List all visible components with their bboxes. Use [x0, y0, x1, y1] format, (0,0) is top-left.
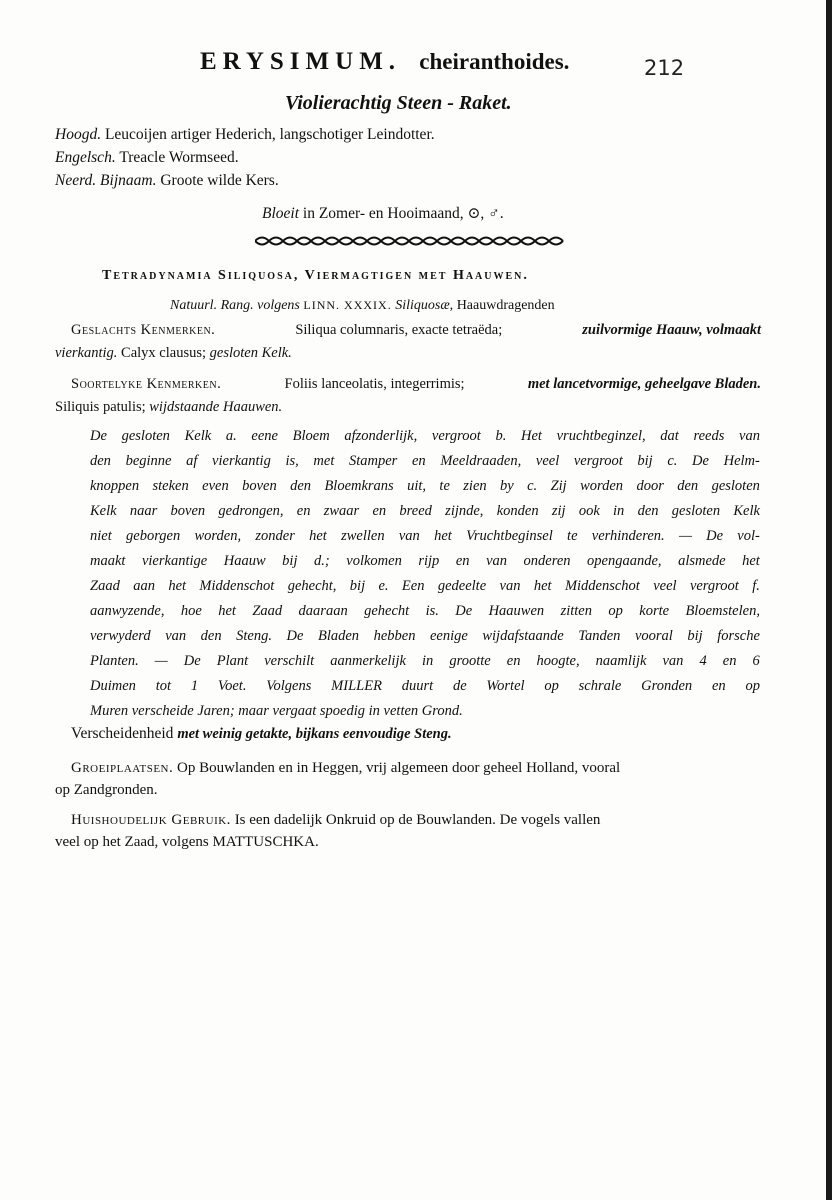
word: aanwyzende,: [90, 603, 165, 619]
use-text: Is een dadelijk Onkruid op de Bouwlanden. De vogels vallen: [234, 812, 601, 828]
word: door: [636, 478, 664, 494]
word: rijp: [418, 553, 440, 569]
genus-calyx-dutch: gesloten Kelk.: [209, 345, 292, 361]
order-latin: Siliquosæ,: [395, 298, 454, 313]
word: gehecht: [364, 603, 410, 619]
word: reeds: [693, 428, 725, 444]
word: korte: [639, 603, 670, 619]
species-latin-cont: Siliquis patulis;: [55, 399, 146, 415]
word: Plant: [216, 653, 249, 669]
word: aanmerkelijk: [330, 653, 406, 669]
word: b.: [495, 428, 507, 444]
word: konden: [496, 503, 539, 519]
word: Volgens: [266, 678, 312, 694]
word: zwellen: [341, 528, 385, 544]
word: vruchtbeginzel,: [556, 428, 646, 444]
species-dutch-cont: wijdstaande Haauwen.: [149, 399, 283, 415]
word: en: [722, 653, 737, 669]
word: gedrongen,: [218, 503, 284, 519]
word: vergroot: [689, 578, 739, 594]
word: Haauw: [223, 553, 266, 569]
word: worden,: [194, 528, 242, 544]
word: den: [200, 628, 222, 644]
word: De: [706, 528, 724, 544]
word: Wortel: [486, 678, 525, 694]
word: boven: [242, 478, 277, 494]
word: Bladen: [317, 628, 360, 644]
word: Middenschot: [199, 578, 275, 594]
word: naar: [129, 503, 158, 519]
word: in: [613, 503, 625, 519]
word: Helm-: [723, 453, 760, 469]
word: e.: [378, 578, 389, 594]
genus-calyx: Calyx clausus;: [121, 345, 207, 361]
word: van: [165, 628, 187, 644]
word: bij: [637, 453, 653, 469]
word: Stamper: [349, 453, 398, 469]
word: geborgen: [126, 528, 181, 544]
word: zitten: [560, 603, 592, 619]
word: ook: [578, 503, 600, 519]
word: Meeldraaden,: [440, 453, 522, 469]
word: van: [739, 428, 760, 444]
word: zonder: [255, 528, 295, 544]
word: De: [90, 428, 107, 444]
word: is,: [285, 453, 299, 469]
word: boven: [170, 503, 206, 519]
word: veel: [535, 453, 560, 469]
word: afzonderlijk,: [344, 428, 418, 444]
word: den: [677, 478, 699, 494]
word: steken: [152, 478, 189, 494]
word: gedeelte: [437, 578, 487, 594]
synonym-english: [55, 149, 239, 167]
genus-dutch: zuilvormige Haauw, volmaakt: [582, 322, 761, 338]
description-line: Muren verscheide Jaren; maar vergaat spoedig in vetten Grond.: [90, 703, 463, 719]
synonym-text: Leucoijen artiger Hederich, langschotiger Leindotter.: [104, 126, 435, 143]
word: worden: [580, 478, 624, 494]
word: Bloemstelen,: [685, 603, 760, 619]
word: forsche: [717, 628, 760, 644]
word: Voet.: [217, 678, 247, 694]
word: 4: [699, 653, 707, 669]
description-line: [90, 478, 760, 495]
word: gesloten: [121, 428, 170, 444]
word: zien: [463, 478, 487, 494]
word: vergroot: [573, 453, 623, 469]
dutch-name: Violierachtig Steen - Raket.: [285, 92, 512, 114]
word: gehecht,: [287, 578, 337, 594]
ornament-divider: [255, 234, 565, 248]
page-number: 212: [644, 56, 685, 80]
word: even: [202, 478, 229, 494]
word: Steng.: [236, 628, 272, 644]
word: vierkantige: [141, 553, 208, 569]
genus-characteristics-cont: [55, 345, 292, 362]
word: vergroot: [431, 428, 481, 444]
word: hebben: [373, 628, 416, 644]
word: gesloten: [671, 503, 721, 519]
word: bij: [282, 553, 298, 569]
word: De: [692, 453, 709, 469]
word: by: [500, 478, 514, 494]
bloom-label: Bloeit: [262, 205, 300, 222]
word: volkomen: [346, 553, 402, 569]
word: vierkantig: [212, 453, 271, 469]
description-line: [90, 428, 760, 445]
word: en: [372, 503, 387, 519]
description-line: [90, 553, 760, 570]
word: wijdafstaande: [482, 628, 564, 644]
word: 6: [752, 653, 760, 669]
word: bij: [349, 578, 366, 594]
word: tot: [155, 678, 172, 694]
word: breed: [399, 503, 432, 519]
word: Bloemkrans: [324, 478, 394, 494]
word: verhinderen.: [591, 528, 665, 544]
natural-order: [170, 298, 555, 314]
word: Zaad: [252, 603, 283, 619]
genus-latin: Siliqua columnaris, exacte tetraëda;: [295, 322, 503, 338]
species-label: Soortelyke Kenmerken.: [71, 376, 222, 392]
word: het: [434, 528, 452, 544]
word: d.;: [314, 553, 330, 569]
word: Vruchtbeginsel: [466, 528, 553, 544]
word: van: [486, 553, 507, 569]
word: Middenschot: [564, 578, 640, 594]
word: zijnde,: [445, 503, 484, 519]
description-line: [90, 578, 760, 595]
word: gesloten: [711, 478, 760, 494]
word: uit,: [407, 478, 427, 494]
word: daaraan: [298, 603, 348, 619]
variety-label: Verscheidenheid: [71, 725, 174, 742]
description-line: [90, 453, 760, 470]
word: op: [544, 678, 559, 694]
species-characteristics: [71, 376, 761, 393]
order-linn: LINN. XXXIX.: [303, 298, 392, 312]
word: den: [290, 478, 312, 494]
word: van: [662, 653, 684, 669]
word: De: [455, 603, 473, 619]
word: Een: [401, 578, 425, 594]
word: zwaar: [323, 503, 360, 519]
bloom-period: [262, 204, 504, 223]
habitat: [71, 760, 761, 777]
word: verschilt: [264, 653, 315, 669]
word: af: [186, 453, 198, 469]
synonym-lang: Hoogd.: [55, 126, 102, 143]
scan-edge: [826, 0, 832, 1200]
synonym-lang: Neerd. Bijnaam.: [55, 172, 157, 189]
word: c.: [667, 453, 678, 469]
variety: [71, 725, 452, 743]
word: het: [742, 553, 760, 569]
word: c.: [527, 478, 538, 494]
word: Zij: [550, 478, 567, 494]
species-dutch: met lancetvormige, geheelgave Bladen.: [527, 376, 761, 392]
word: grootte: [449, 653, 491, 669]
synonym-text: Treacle Wormseed.: [119, 149, 239, 166]
word: veel: [653, 578, 677, 594]
synonym-dutch: [55, 172, 279, 190]
word: de: [452, 678, 467, 694]
order-prefix: Natuurl. Rang. volgens: [170, 298, 300, 313]
species-characteristics-cont: [55, 399, 282, 416]
word: eenige: [429, 628, 468, 644]
word: en: [506, 653, 521, 669]
word: vol-: [737, 528, 760, 544]
word: Kelk: [184, 428, 212, 444]
synonym-lang: Engelsch.: [55, 149, 116, 166]
word: en: [411, 453, 426, 469]
habitat-text: Op Bouwlanden en in Heggen, vrij algemeen door geheel Holland, vooral: [177, 760, 621, 776]
word: het: [309, 528, 327, 544]
synonym-text: Groote wilde Kers.: [160, 172, 279, 189]
word: opengaande,: [587, 553, 662, 569]
word: onderen: [523, 553, 571, 569]
word: Bloem: [292, 428, 330, 444]
description-line: [90, 653, 760, 670]
word: Kelk: [90, 503, 117, 519]
word: Het: [521, 428, 542, 444]
word: Planten.: [90, 653, 139, 669]
word: het: [218, 603, 236, 619]
word: en: [296, 503, 311, 519]
genus-name: ERYSIMUM.: [200, 48, 402, 75]
economic-use-cont: veel op het Zaad, volgens MATTUSCHKA.: [55, 834, 319, 850]
word: den: [637, 503, 659, 519]
word: hoe: [180, 603, 202, 619]
word: het: [168, 578, 187, 594]
word: verwyderd: [90, 628, 151, 644]
linnaean-class: Tetradynamia Siliquosa, Viermagtigen met Haauwen.: [102, 268, 529, 283]
word: en: [711, 678, 726, 694]
description-line: [90, 503, 760, 520]
word: Gronden: [641, 678, 693, 694]
word: Duimen: [90, 678, 136, 694]
word: niet: [90, 528, 112, 544]
word: op: [745, 678, 760, 694]
description-line: [90, 628, 760, 645]
word: is.: [425, 603, 439, 619]
bloom-text: in Zomer- en Hooimaand, ⊙, ♂.: [302, 205, 504, 222]
word: beginne: [125, 453, 172, 469]
word: —: [678, 528, 692, 544]
word: vooral: [634, 628, 673, 644]
use-label: Huishoudelijk Gebruik.: [71, 812, 231, 828]
word: naamlijk: [595, 653, 647, 669]
word: het: [533, 578, 552, 594]
word: schrale: [578, 678, 622, 694]
word: knoppen: [90, 478, 140, 494]
economic-use: [71, 812, 761, 829]
word: zij: [551, 503, 566, 519]
word: Haauwen: [488, 603, 545, 619]
word: alsmede: [678, 553, 726, 569]
word: en: [455, 553, 470, 569]
word: maakt: [90, 553, 126, 569]
page-title: [200, 48, 569, 76]
word: Kelk: [733, 503, 760, 519]
variety-text: met weinig getakte, bijkans eenvoudige Steng.: [177, 726, 452, 742]
word: hoogte,: [536, 653, 580, 669]
word: aan: [133, 578, 155, 594]
genus-dutch-cont: vierkantig.: [55, 345, 118, 361]
word: 1: [190, 678, 199, 694]
word: te: [439, 478, 450, 494]
word: met: [313, 453, 335, 469]
species-name: cheiranthoides.: [419, 49, 570, 74]
synonym-german: [55, 126, 435, 144]
genus-label: Geslachts Kenmerken.: [71, 322, 216, 338]
word: te: [567, 528, 578, 544]
description-line: [90, 528, 760, 545]
order-dutch: Haauwdragenden: [456, 298, 555, 313]
species-latin: Foliis lanceolatis, integerrimis;: [284, 376, 465, 392]
word: De: [286, 628, 304, 644]
word: den: [90, 453, 111, 469]
word: a.: [225, 428, 237, 444]
word: eene: [251, 428, 278, 444]
word: Zaad: [90, 578, 120, 594]
word: in: [422, 653, 434, 669]
word: dat: [660, 428, 679, 444]
word: —: [154, 653, 168, 669]
habitat-cont: op Zandgronden.: [55, 782, 158, 798]
word: MILLER: [331, 678, 382, 694]
word: van: [499, 578, 521, 594]
habitat-label: Groeiplaatsen.: [71, 760, 174, 776]
word: f.: [752, 578, 760, 594]
word: duurt: [401, 678, 434, 694]
description-line: [90, 603, 760, 620]
word: op: [608, 603, 623, 619]
genus-characteristics: [71, 322, 761, 339]
word: De: [183, 653, 201, 669]
word: van: [398, 528, 420, 544]
word: bij: [687, 628, 703, 644]
description-line: [90, 678, 760, 695]
word: Tanden: [578, 628, 621, 644]
